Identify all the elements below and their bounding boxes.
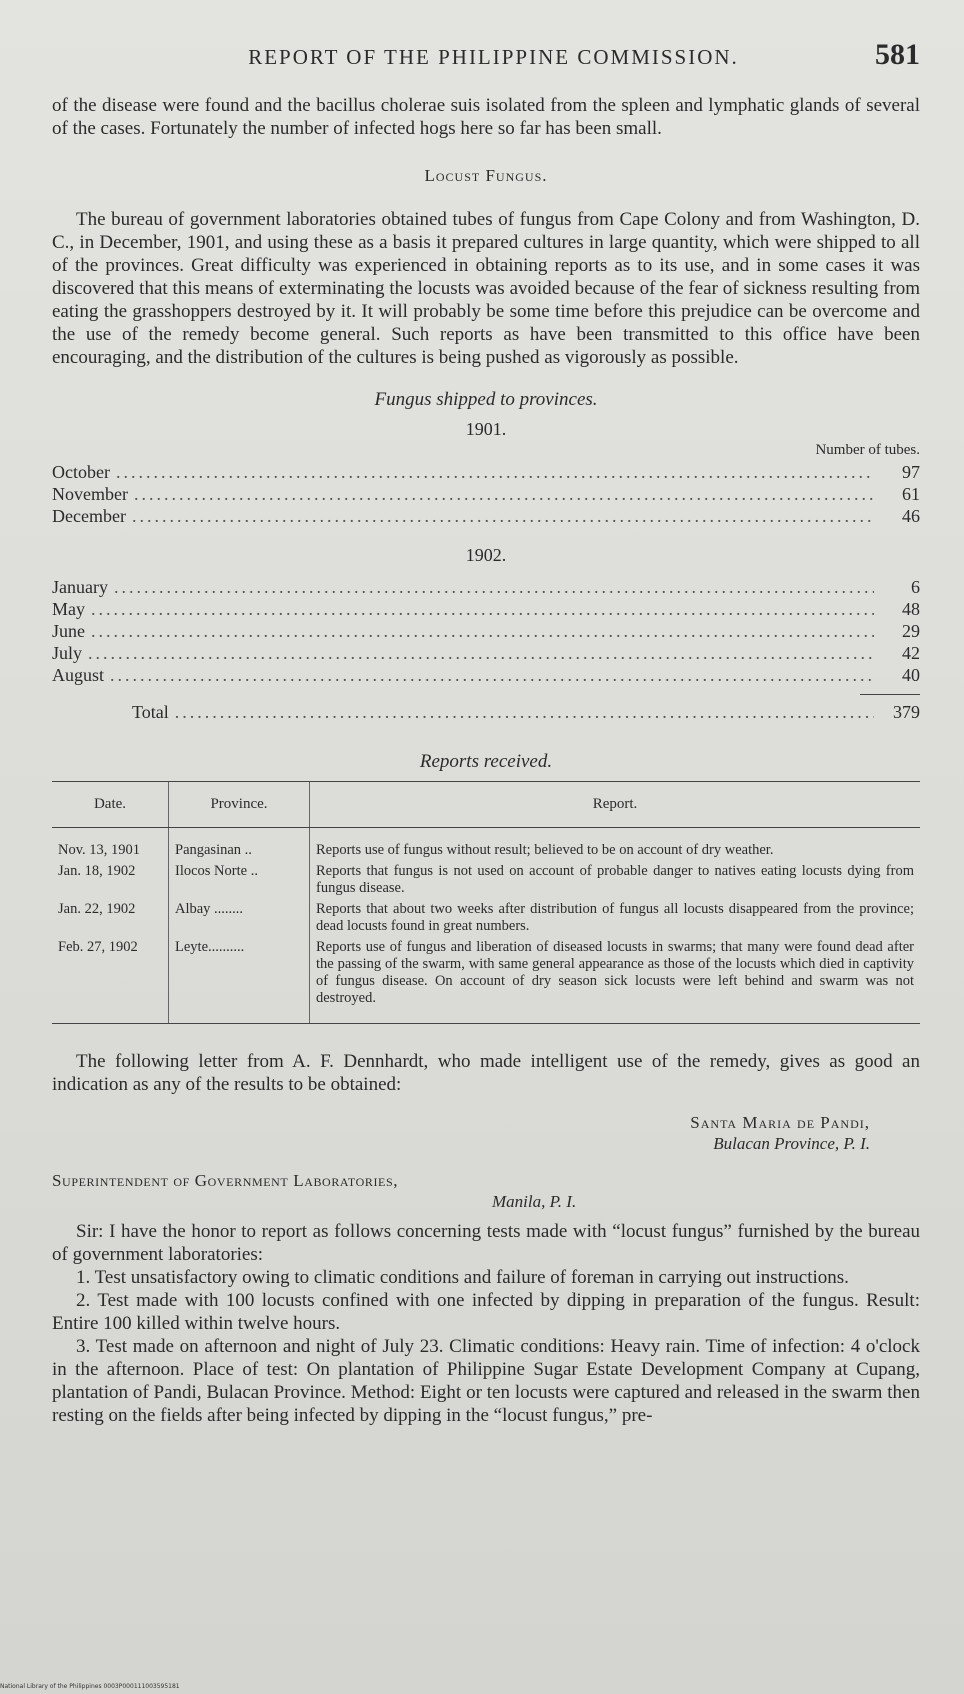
list-item: July ..... 42 xyxy=(52,642,920,664)
column-header-report: Report. xyxy=(310,782,921,828)
letter-signature xyxy=(52,1112,920,1154)
shipped-caption: Fungus shipped to provinces. xyxy=(374,389,598,410)
paragraph-letter-intro: The following letter from A. F. Dennhardt, who made intelligent use of the remedy, gives as good an indication as any of the results to be obtained: xyxy=(52,1051,920,1095)
shipped-list-1902 xyxy=(52,576,920,686)
year-1902: 1902. xyxy=(465,545,507,565)
table-row: Jan. 22, 1902 Albay ........ Reports that about two weeks after distribution of fungus all locusts disappeared from the province; dead locusts found in great numbers. xyxy=(52,899,920,937)
scan-footer: National Library of the Philippines 0003P000111003595181 xyxy=(0,1683,180,1690)
column-header-date: Date. xyxy=(52,782,169,828)
reports-caption: Reports received. xyxy=(419,751,553,772)
total-line: Total ..... 379 xyxy=(52,701,920,723)
page-number: 581 xyxy=(875,38,920,71)
column-header-province: Province. xyxy=(169,782,310,828)
address-title: Superintendent of Government Laboratories, xyxy=(52,1171,399,1190)
list-item: October ..... 97 xyxy=(52,461,920,483)
list-item: June ..... 29 xyxy=(52,620,920,642)
letter-address xyxy=(52,1170,920,1212)
letter-paragraph: 3. Test made on afternoon and night of July 23. Climatic conditions: Heavy rain. Time of infection: 4 o'clock in the afternoon. Place of test: On plantation of Philippine Sugar Estate Development Company at Cupang, plantation of Pandi, Bulacan Province. Method: Eight or ten locusts were captured and released in the swarm then resting on the fields after being infected by dipping in the “locust fungus,” pre- xyxy=(52,1336,920,1426)
signature-province: Bulacan Province, P. I. xyxy=(713,1134,870,1153)
section-title: Locust Fungus. xyxy=(424,166,548,185)
list-item: December ..... 46 xyxy=(52,505,920,527)
letter-paragraph: Sir: I have the honor to report as follows concerning tests made with “locust fungus” furnished by the bureau of government laboratories: xyxy=(52,1221,920,1265)
list-item: January ..... 6 xyxy=(52,576,920,598)
list-item: May ..... 48 xyxy=(52,598,920,620)
reports-table xyxy=(52,781,920,1024)
list-item: November ..... 61 xyxy=(52,483,920,505)
intro-paragraph: of the disease were found and the bacillus cholerae suis isolated from the spleen and lymphatic glands of several of the cases. Fortunately the number of infected hogs here so far has been small. xyxy=(52,95,920,139)
signature-place: Santa Maria de Pandi, xyxy=(690,1113,870,1132)
letter-paragraph: 1. Test unsatisfactory owing to climatic conditions and failure of foreman in carrying out instructions. xyxy=(76,1267,849,1288)
list-item: August ..... 40 xyxy=(52,664,920,686)
page-header xyxy=(52,38,920,72)
address-city: Manila, P. I. xyxy=(492,1192,577,1211)
letter-paragraph: 2. Test made with 100 locusts confined with one infected by dipping in preparation of the fungus. Result: Entire 100 killed within twelve hours. xyxy=(52,1290,920,1334)
table-row: Nov. 13, 1901 Pangasinan .. Reports use of fungus without result; believed to be on account of dry weather. xyxy=(52,828,920,862)
total-rule xyxy=(860,694,920,695)
running-head: REPORT OF THE PHILIPPINE COMMISSION. xyxy=(248,45,739,69)
paragraph-locust-fungus: The bureau of government laboratories obtained tubes of fungus from Cape Colony and from Washington, D. C., in December, 1901, and using these as a basis it prepared cultures in large quantity, which were shipped to all of the provinces. Great difficulty was experienced in obtaining reports as to its use, and in some cases it was discovered that this means of exterminating the locusts was avoided because of the fear of sickness resulting from eating the grasshoppers destroyed by it. It will probably be some time before this prejudice can be overcome and the use of the remedy become general. Such reports as have been transmitted to this office have been encouraging, and the distribution of the cultures is being pushed as vigorously as possible. xyxy=(52,209,920,368)
tubes-column-header: Number of tubes. xyxy=(815,442,920,458)
table-row: Feb. 27, 1902 Leyte.......... Reports use of fungus and liberation of diseased locusts in swarms; that many were found dead after the passing of the swarm, with same general appearance as those of the locusts which died in captivity of fungus disease. On account of dry season sick locusts were left behind and swarm was not destroyed. xyxy=(52,937,920,1024)
year-1901: 1901. xyxy=(465,419,507,439)
shipped-list-1901 xyxy=(52,461,920,527)
table-row: Jan. 18, 1902 Ilocos Norte .. Reports that fungus is not used on account of probable danger to natives eating locusts dying from fungus disease. xyxy=(52,861,920,899)
letter-body xyxy=(52,1220,920,1427)
